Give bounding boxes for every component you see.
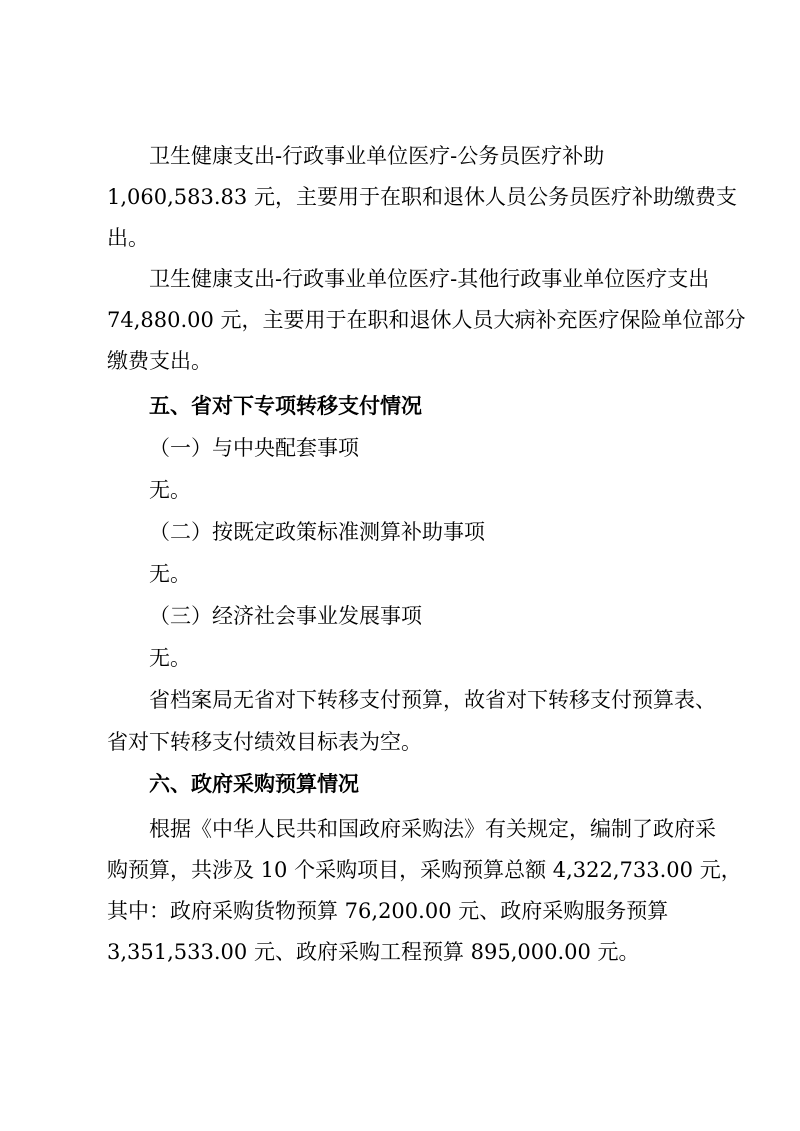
section-5-subheading-2: （二）按既定政策标准测算补助事项	[149, 520, 485, 544]
section-5-note-line-2: 省对下转移支付绩效目标表为空。	[107, 730, 422, 754]
section-5-heading: 五、省对下专项转移支付情况	[149, 394, 422, 418]
section-5-sub-1-body: 无。	[149, 478, 191, 502]
paragraph-2-line-1: 卫生健康支出-行政事业单位医疗-其他行政事业单位医疗支出	[149, 267, 710, 291]
paragraph-2-line-3: 缴费支出。	[107, 349, 212, 373]
section-6-line-4: 3,351,533.00 元、政府采购工程预算 895,000.00 元。	[107, 940, 640, 964]
section-5-subheading-3: （三）经济社会事业发展事项	[149, 604, 422, 628]
section-6-line-3: 其中：政府采购货物预算 76,200.00 元、政府采购服务预算	[107, 899, 669, 923]
paragraph-1-line-1: 卫生健康支出-行政事业单位医疗-公务员医疗补助	[149, 144, 605, 168]
section-5-note-line-1: 省档案局无省对下转移支付预算，故省对下转移支付预算表、	[149, 688, 716, 712]
section-5-subheading-1: （一）与中央配套事项	[149, 436, 359, 460]
paragraph-2-line-2: 74,880.00 元，主要用于在职和退休人员大病补充医疗保险单位部分	[107, 308, 746, 332]
section-6-line-1: 根据《中华人民共和国政府采购法》有关规定，编制了政府采	[149, 817, 716, 841]
paragraph-1-line-3: 出。	[107, 226, 149, 250]
section-5-sub-2-body: 无。	[149, 562, 191, 586]
section-6-heading: 六、政府采购预算情况	[149, 772, 359, 796]
paragraph-1-line-2: 1,060,583.83 元，主要用于在职和退休人员公务员医疗补助缴费支	[107, 185, 737, 209]
section-5-sub-3-body: 无。	[149, 646, 191, 670]
section-6-line-2: 购预算，共涉及 10 个采购项目，采购预算总额 4,322,733.00 元，	[107, 858, 742, 882]
